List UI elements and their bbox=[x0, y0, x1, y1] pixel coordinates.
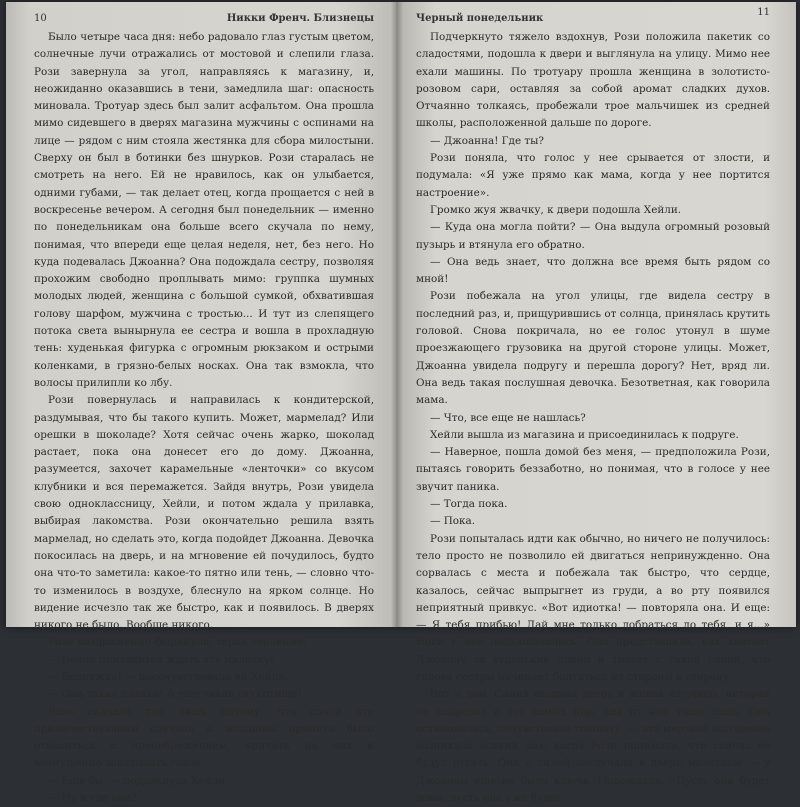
paragraph: — Наверное, пошла домой без меня, — предположила Рози, пытаясь говорить беззаботно, но понимая, что в голосе у нее звучит паника. bbox=[416, 446, 770, 493]
left-header-title: Никки Френч. Близнецы bbox=[226, 13, 374, 24]
paragraph: — Куда она могла пойти? — Она выдула огромный розовый пузырь и втянула его обратно. bbox=[416, 221, 770, 251]
paragraph: — Еще бы, — поддакнула Хейли. bbox=[48, 774, 229, 787]
left-page-text bbox=[34, 29, 374, 807]
left-running-head bbox=[34, 10, 374, 26]
right-running-head bbox=[416, 7, 770, 26]
paragraph: — Что, все еще не нашлась? bbox=[430, 411, 586, 424]
paragraph: Громко жуя жвачку, к двери подошла Хейли. bbox=[430, 203, 682, 216]
book-spread bbox=[6, 2, 796, 805]
right-header-title: Черный понедельник bbox=[416, 13, 544, 24]
paragraph: — Ну и где она? bbox=[48, 792, 137, 805]
paragraph: — Вечно приходится ждать эту малявку! bbox=[48, 653, 275, 666]
paragraph: Подчеркнуто тяжело вздохнув, Рози положила пакетик со сладостями, подошла к двери и выглянула на улицу. Мимо нее ехали машины. По тротуару прошла женщина в золотисто-розовом сари, оставляя за собой аромат сладких духов. Отчаянно толкаясь, пробежали трое мальчишек из средней школы, расположенной дальше по дороге. bbox=[416, 31, 770, 130]
paragraph: — Бедняжка! — посочувствовала ей Хейли. bbox=[48, 670, 289, 683]
paragraph: Рози поняла, что голос у нее срывается от злости, и подумала: «Я уже прямо как мама, когда у нее портится настроение». bbox=[416, 152, 770, 199]
paragraph: Рози побежала на угол улицы, где видела сестру в последний раз, и, прищурившись от солнца, принялась крутить головой. Снова покричала, но ее голос утонул в шуме проезжающего грузовика на другой стороне улицы. Может, Джоанна увидела подругу и перешла дорогу? Нет, вряд ли. Она ведь такая послушная девочка. Безответная, как говорила мама. bbox=[416, 290, 770, 407]
left-page-number: 10 bbox=[34, 13, 47, 24]
paragraph: Рози попыталась идти как обычно, но ничего не получилось: тело просто не позволило ей двигаться непринужденно. Она сорвалась с места и побежала так быстро, что сердце, казалось, сейчас выпрыгнет из груди, а во рту появился неприятный привкус. «Вот идиотка! — повторяла она. И еще: — Я тебя прибью! Дай мне только добраться до тебя, и я...» Ноги у нее подкашивались. Она представляла, как хватает Джоанну за худенькие плечи и трясет с такой силой, что голова сестры начинает болтаться из стороны в сторону. bbox=[416, 532, 770, 683]
paragraph: Было четыре часа дня: небо радовало глаз густым цветом, солнечные лучи отражались от мостовой и слепили глаза. Рози завернула за угол, направляясь к магазину, и, неожиданно оказавшись в тени, замедлила шаг: опасность миновала. Тротуар здесь был залит асфальтом. Она прошла мимо сидевшего в дверях магазина мужчины с оспинами на лице — рядом с ним стояла жестянка для сбора милостыни. Сверху он был в ботинки без шнурков. Рози старалась не смотреть на него. Ей не нравилось, как он улыбается, одними губами, — так делает отец, когда прощается с ней в воскресенье вечером. А сегодня был понедельник — именно по понедельникам она больше всего скучала по нему, понимая, что впереди еще целая неделя, нет, без него. Но куда подевалась Джоанна? Она подождала сестру, позволяя прохожим свободно проплывать мимо: группка шумных молодых людей, женщина с большой сумкой, обхватившая голову шарфом, мужчина с тростью... И тут из слепящего потока света вынырнула ее сестра и вошла в прохладную тень: худенькая фигурка с огромным рюкзаком и острыми коленками, в грязно-белых носках. Она так взмокла, что волосы прилипли ко лбу. bbox=[34, 31, 374, 389]
left-page bbox=[6, 2, 396, 805]
paragraph: Рози сказала так лишь потому, что сочла это приличествующим случаю: к младшим принято было относиться с пренебрежением, кричать на них и возмущенно закатывать глаза. bbox=[34, 705, 374, 770]
right-page-number: 11 bbox=[757, 7, 770, 18]
paragraph: — Джоанна! Где ты? bbox=[430, 134, 544, 147]
paragraph: — Тогда пока. bbox=[430, 498, 508, 511]
paragraph: Рози раздраженно фыркнула, теряя терпение: bbox=[48, 636, 307, 649]
paragraph: — Пока. bbox=[430, 515, 476, 528]
right-page bbox=[396, 2, 796, 805]
paragraph: Вот и дом. Синяя входная дверь и живая изгородь, которая не подрезал с тех самых пор, как от них ушел папа. Она остановилась, почувствовав тошноту, — это мерзкое ощущение возникало всякий раз, когда Рози понимала, что сейчас ее будут ругать. Она с силой постучала в дверь молотком — у Джоанны еще не было ключа. Подождала. «Пусть она будет дома, пусть она уже будет bbox=[416, 688, 770, 805]
right-page-text bbox=[416, 29, 770, 807]
book-gutter bbox=[391, 2, 403, 627]
paragraph: — Она ведь знает, что должна все время быть рядом со мной! bbox=[416, 255, 770, 286]
paragraph: Рози повернулась и направилась к кондитерской, раздумывая, что бы такого купить. Может, мармелад? Или орешки в шоколаде? Хотя сейчас очень жарко, шоколад растает, пока она донесет его до дому. Джоанна, разумеется, захочет карамельные «ленточки» со вкусом клубники и вся перемажется. Зайдя внутрь, Рози увидела свою одноклассницу, Хейли, и потом ждала у прилавка, выбирая лакомства. Рози окончательно решила взять мармелад, но сделать это, когда подойдет Джоанна. Девочка покосилась на дверь, и на мгновение ей почудилось, будто она что-то заметила: какое-то пятно или тень, — словно что-то изменилось в воздухе, блеснуло на ярком солнце. Но видение исчезло так же быстро, как и появилось. В дверях никого не было. Вообще никого. bbox=[34, 394, 374, 632]
paragraph: Хейли вышла из магазина и присоединилась к подруге. bbox=[430, 428, 739, 441]
paragraph: — Она такая плакса! А еще такая скукотища! bbox=[48, 688, 302, 701]
